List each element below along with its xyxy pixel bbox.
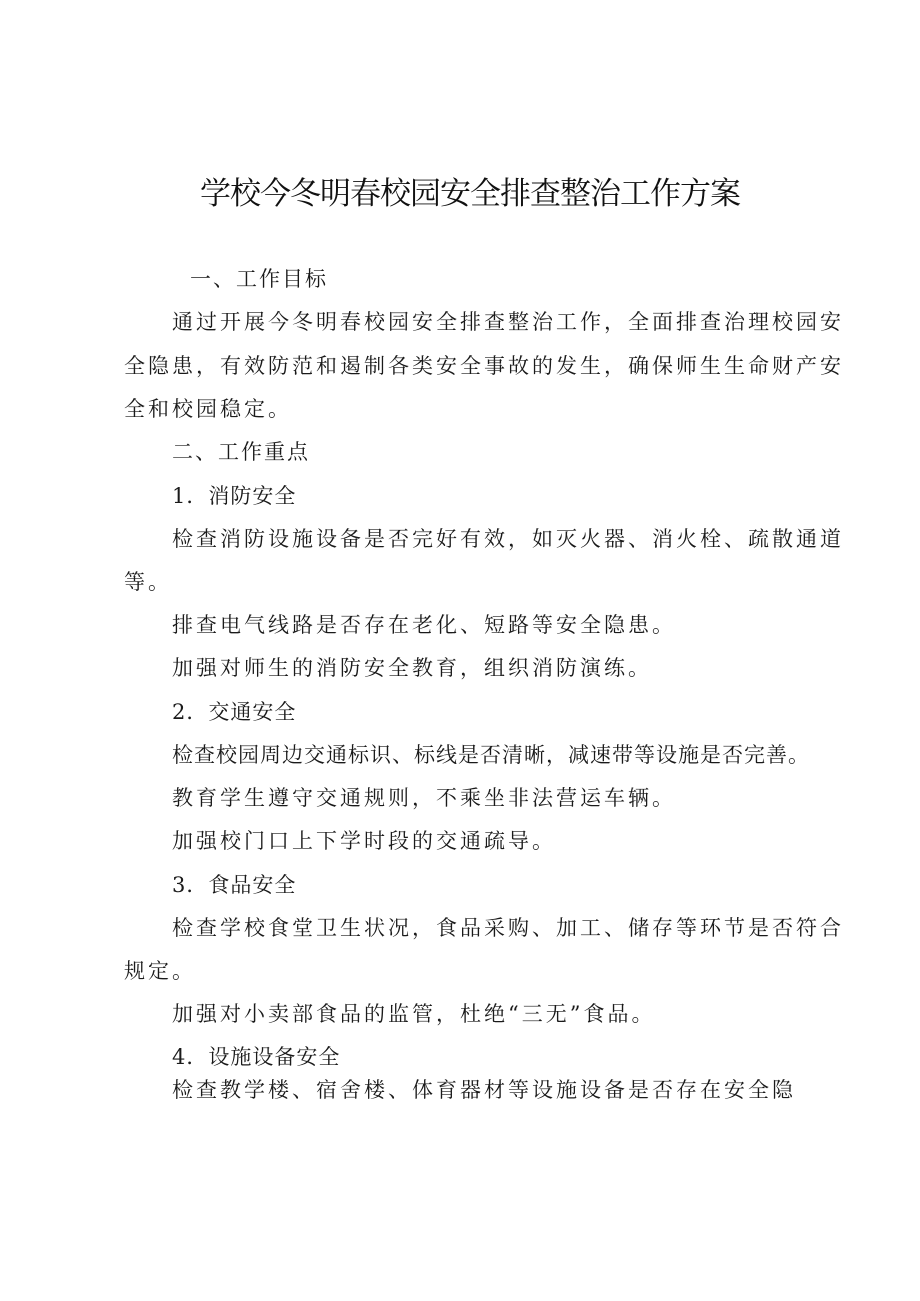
paragraph-line: 教育学生遵守交通规则，不乘坐非法营运车辆。 <box>172 786 676 810</box>
item-heading-facility-safety: 4．设施设备安全 <box>172 1045 341 1069</box>
paragraph-line: 加强对师生的消防安全教育，组织消防演练。 <box>172 656 652 680</box>
section-heading-focus: 二、工作重点 <box>172 440 310 464</box>
item-heading-food-safety: 3．食品安全 <box>172 873 297 897</box>
paragraph-line: 检查校园周边交通标识、标线是否清晰，减速带等设施是否完善。 <box>172 743 810 767</box>
paragraph-line: 规定。 <box>124 959 196 983</box>
paragraph-line: 全和校园稳定。 <box>124 397 292 421</box>
paragraph-line: 检查消防设施设备是否完好有效，如灭火器、消火栓、疏散通道 <box>172 527 844 551</box>
paragraph-line: 排查电气线路是否存在老化、短路等安全隐患。 <box>172 613 676 637</box>
paragraph-line: 等。 <box>124 570 172 594</box>
document-title: 学校今冬明春校园安全排查整治工作方案 <box>200 176 740 212</box>
paragraph-line: 通过开展今冬明春校园安全排查整治工作，全面排查治理校园安 <box>172 310 844 334</box>
paragraph-line: 加强对小卖部食品的监管，杜绝“三无”食品。 <box>172 1002 656 1026</box>
paragraph-line: 加强校门口上下学时段的交通疏导。 <box>172 829 556 853</box>
item-heading-fire-safety: 1．消防安全 <box>172 484 297 508</box>
paragraph-line: 检查教学楼、宿舍楼、体育器材等设施设备是否存在安全隐 <box>172 1078 796 1102</box>
section-heading-goals: 一、工作目标 <box>190 267 328 291</box>
paragraph-line: 全隐患，有效防范和遏制各类安全事故的发生，确保师生生命财产安 <box>124 354 844 378</box>
item-heading-traffic-safety: 2．交通安全 <box>172 700 297 724</box>
paragraph-line: 检查学校食堂卫生状况，食品采购、加工、储存等环节是否符合 <box>172 916 844 940</box>
